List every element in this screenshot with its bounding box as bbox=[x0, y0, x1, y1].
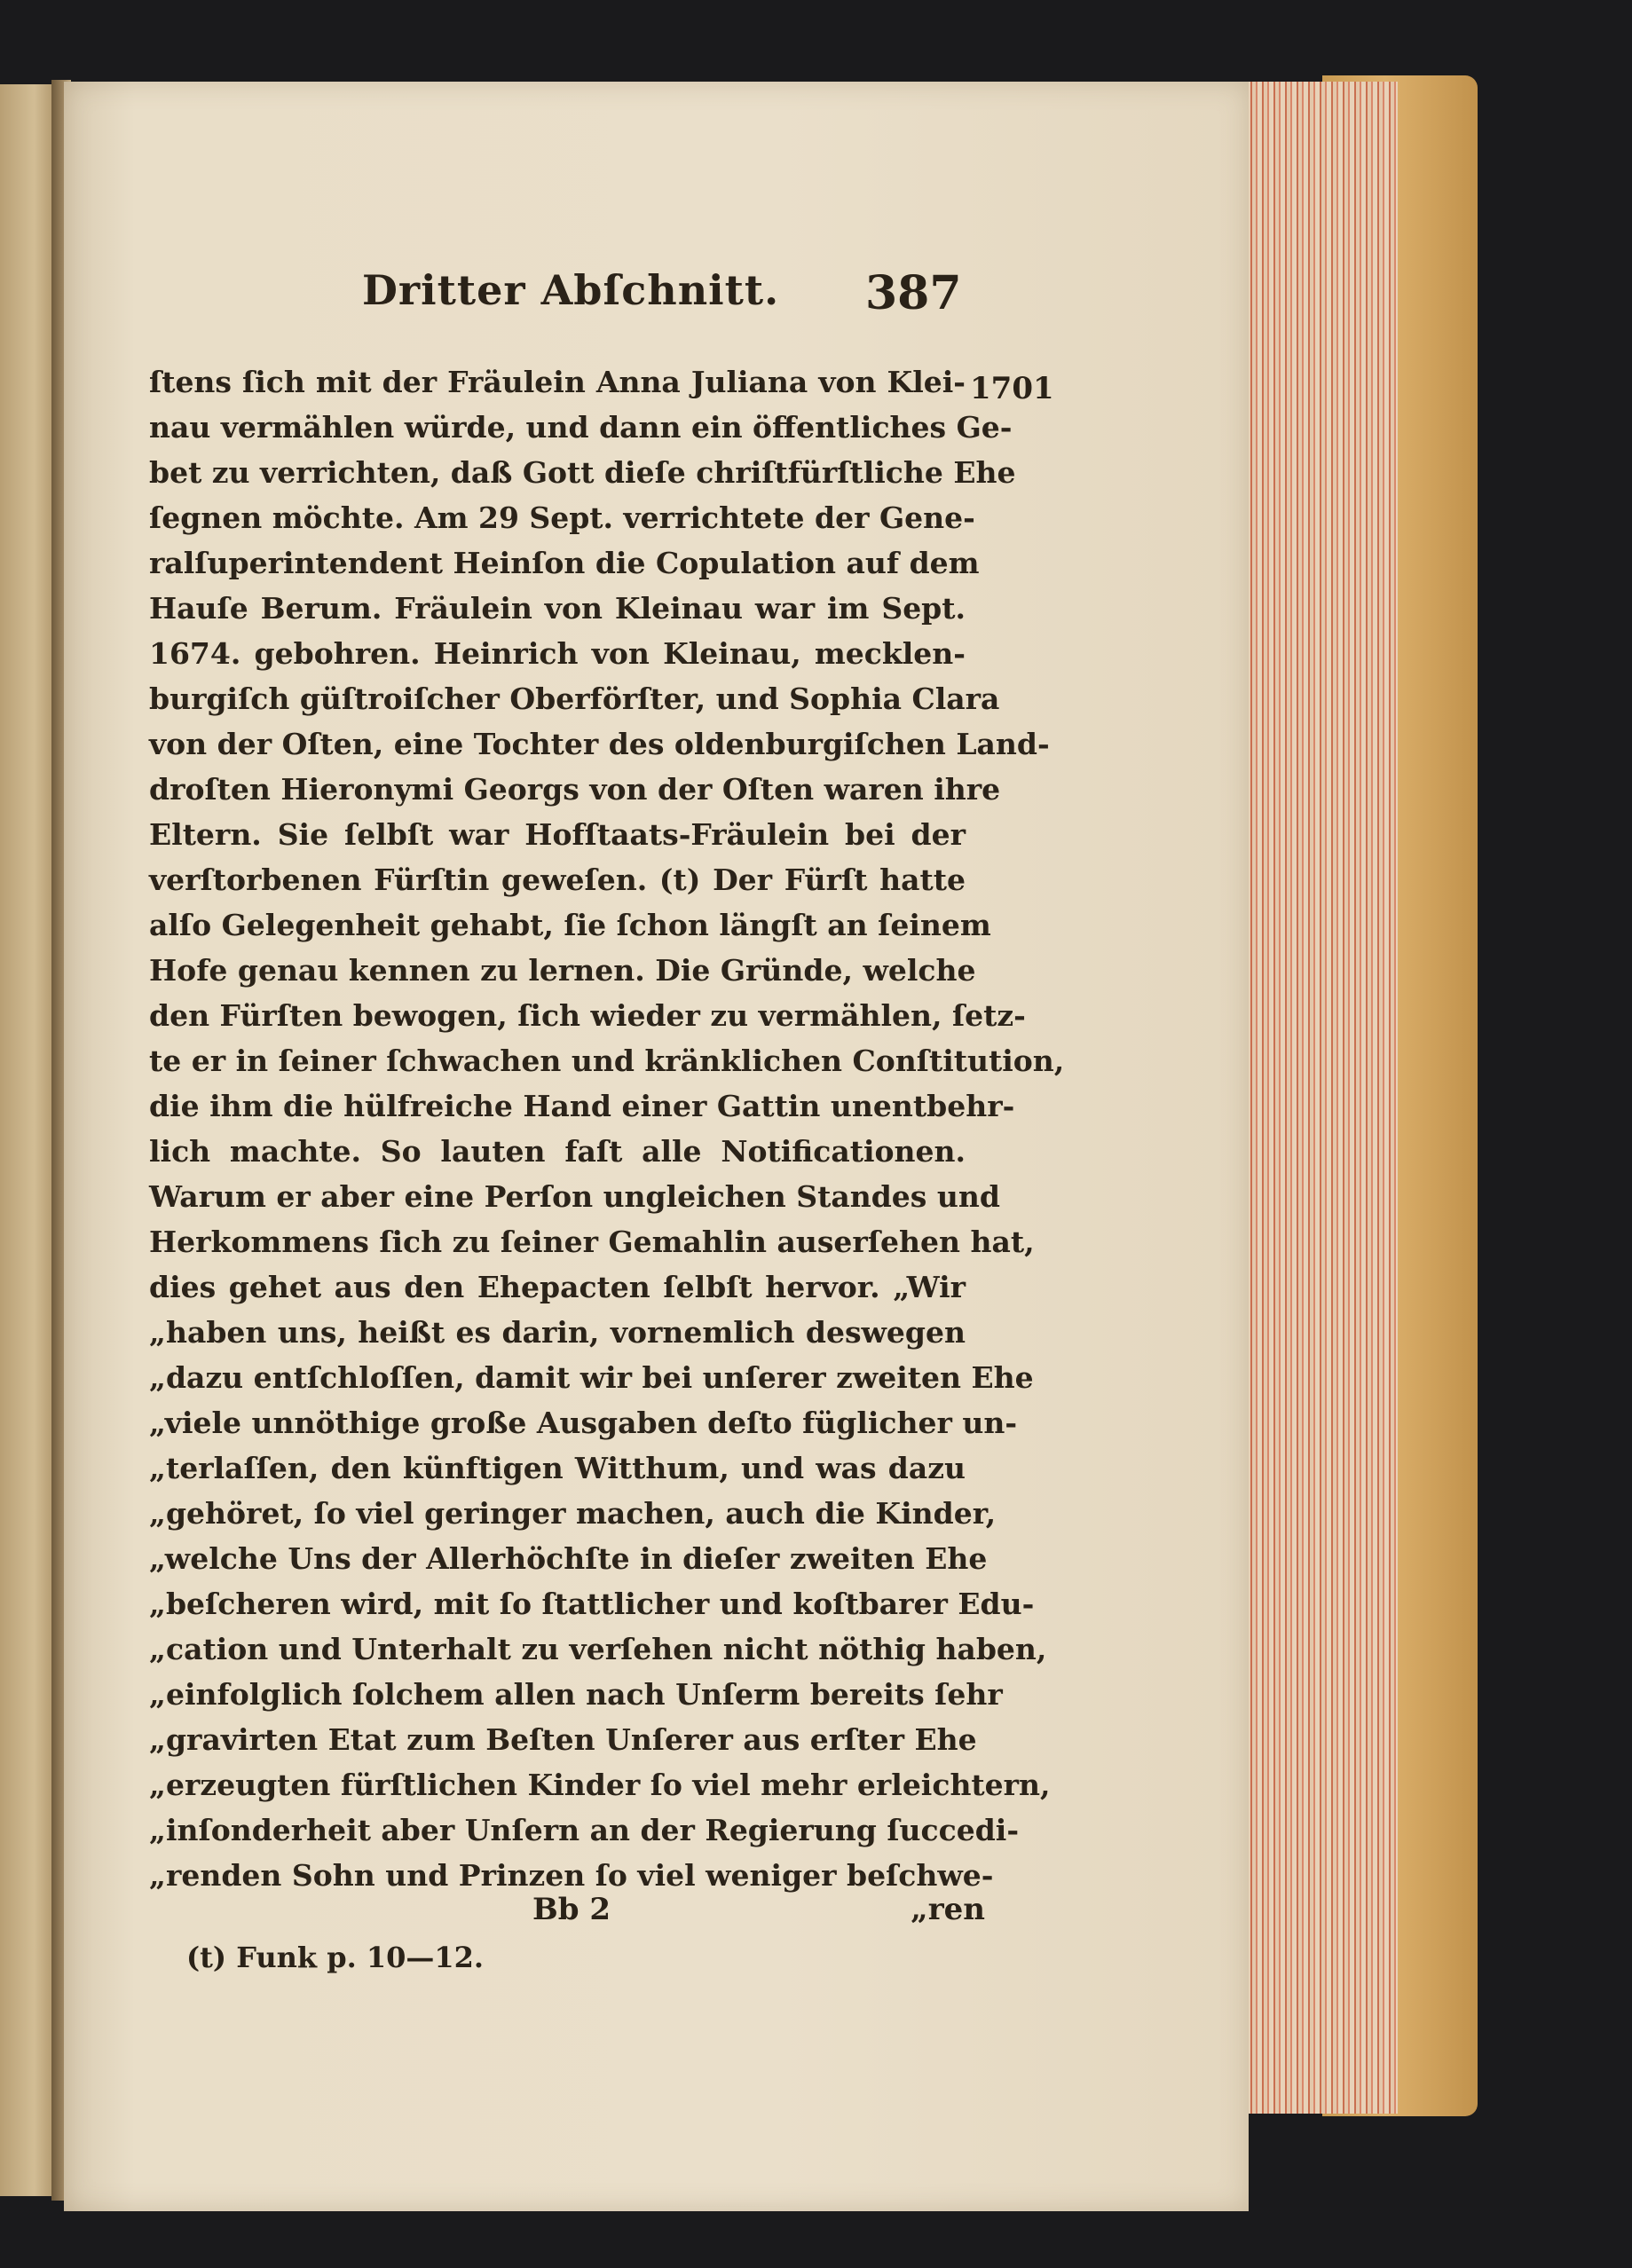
text-line: „welche Uns der Allerhöchſte in dieſer zweiten Ehe bbox=[149, 1541, 988, 1576]
text-line: „erzeugten fürſtlichen Kinder ſo viel mehr erleichtern, bbox=[149, 1768, 1051, 1802]
text-line: „inſonderheit aber Unſern an der Regierung ſuccedi- bbox=[149, 1813, 1020, 1847]
text-line: „gehöret, ſo viel geringer machen, auch die Kinder, bbox=[149, 1496, 997, 1531]
text-line: ſegnen möchte. Am 29 Sept. verrichtete der Gene- bbox=[149, 500, 975, 535]
footnote: (t) Funk p. 10—12. bbox=[186, 1941, 485, 1974]
text-line: te er in ſeiner ſchwachen und kränklichen Conſtitution, bbox=[149, 1043, 1065, 1078]
text-line: ſtens ſich mit der Fräulein Anna Juliana von Klei- bbox=[149, 365, 966, 399]
text-line: Herkommens ſich zu ſeiner Gemahlin auserſehen hat, bbox=[149, 1225, 1035, 1259]
text-line: burgiſch güſtroiſcher Oberförſter, und Sophia Clara bbox=[149, 681, 1000, 716]
text-line: von der Oſten, eine Tochter des oldenburgiſchen Land- bbox=[149, 727, 1050, 761]
text-line: „einfolglich ſolchem allen nach Unſerm bereits ſehr bbox=[149, 1677, 1003, 1712]
text-line: ralſuperintendent Heinſon die Copulation auf dem bbox=[149, 546, 980, 580]
page-number: 387 bbox=[865, 266, 962, 320]
text-line: „viele unnöthige große Ausgaben deſto füglicher un- bbox=[149, 1406, 1018, 1440]
text-line: nau vermählen würde, und dann ein öffentliches Ge- bbox=[149, 410, 1013, 445]
margin-year-note: 1701 bbox=[970, 371, 1054, 406]
text-line: 1674. gebohren. Heinrich von Kleinau, mecklen- bbox=[149, 636, 966, 671]
text-line: „renden Sohn und Prinzen ſo viel weniger beſchwe- bbox=[149, 1858, 994, 1893]
text-line: Warum er aber eine Perſon ungleichen Standes und bbox=[149, 1179, 1000, 1214]
text-line: „terlaſſen, den künftigen Witthum, und was dazu bbox=[149, 1451, 966, 1485]
text-line: Eltern. Sie ſelbſt war Hofſtaats-Fräulein bei der bbox=[149, 817, 966, 852]
text-line: „beſcheren wird, mit ſo ſtattlicher und koſtbarer Edu- bbox=[149, 1587, 1035, 1621]
text-line: „cation und Unterhalt zu verſehen nicht nöthig haben, bbox=[149, 1632, 1047, 1666]
text-line: „gravirten Etat zum Beſten Unſerer aus erſter Ehe bbox=[149, 1722, 977, 1757]
text-line: „dazu entſchloſſen, damit wir bei unſerer zweiten Ehe bbox=[149, 1360, 1034, 1395]
text-line: alſo Gelegenheit gehabt, ſie ſchon längſt an ſeinem bbox=[149, 908, 991, 942]
running-header: Dritter Abſchnitt. bbox=[362, 266, 780, 314]
text-line: verſtorbenen Fürſtin geweſen. (t) Der Fürſt hatte bbox=[149, 862, 966, 897]
text-line: droſten Hieronymi Georgs von der Oſten waren ihre bbox=[149, 772, 1001, 807]
text-line: die ihm die hülfreiche Hand einer Gattin unentbehr- bbox=[149, 1089, 1015, 1123]
text-line: dies gehet aus den Ehepacten ſelbſt hervor. „Wir bbox=[149, 1270, 966, 1304]
text-line: Hofe genau kennen zu lernen. Die Gründe, welche bbox=[149, 953, 976, 988]
text-line: bet zu verrichten, daß Gott dieſe chriſtfürſtliche Ehe bbox=[149, 455, 1016, 490]
text-line: den Fürſten bewogen, ſich wieder zu vermählen, ſetz- bbox=[149, 998, 1026, 1033]
signature-mark: Bb 2 bbox=[532, 1892, 611, 1927]
text-line: „haben uns, heißt es darin, vornemlich deswegen bbox=[149, 1315, 966, 1350]
catchword: „ren bbox=[911, 1892, 985, 1927]
text-line: lich machte. So lauten faſt alle Notificationen. bbox=[149, 1134, 966, 1169]
text-line: Hauſe Berum. Fräulein von Kleinau war im Sept. bbox=[149, 591, 966, 626]
